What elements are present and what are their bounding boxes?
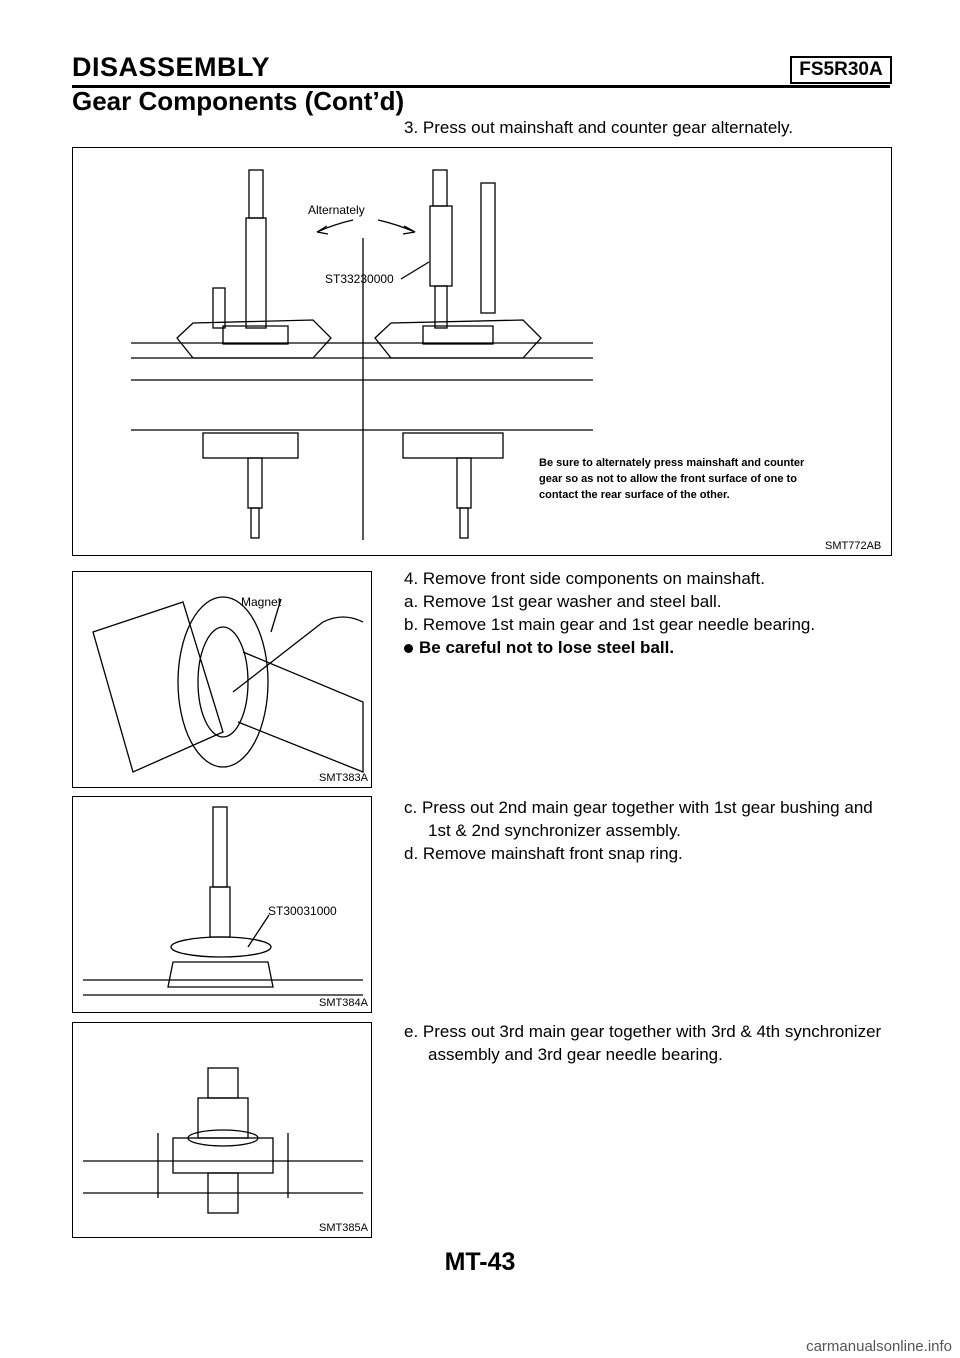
alternately-callout: Alternately [308,203,365,217]
step-e-line-1b: assembly and 3rd gear needle bearing. [428,1045,723,1064]
step-4-line-2: a. Remove 1st gear washer and steel ball. [404,592,722,611]
step-c-block [404,796,894,865]
note-line-3: contact the rear surface of the other. [539,489,730,501]
third-gear-illustration [73,1023,371,1237]
step-e-line-1: e. Press out 3rd main gear together with 3rd & 4th synchronizer [404,1022,882,1041]
magnet-callout: Magnet [241,595,282,609]
figure-label: SMT383A [319,772,368,784]
step-e-block [404,1020,894,1066]
tool-callout: ST33230000 [325,272,394,286]
watermark: carmanualsonline.info [806,1338,952,1355]
note-line-1: Be sure to alternately press mainshaft and counter [539,457,805,469]
section-subtitle: Gear Components (Cont’d) [72,86,405,116]
figure-3rd-gear-press [72,1022,372,1238]
step-d-line: d. Remove mainshaft front snap ring. [404,844,683,863]
figure-label: SMT772AB [825,540,882,552]
tool-callout: ST30031000 [268,904,337,918]
figure-label: SMT385A [319,1222,368,1234]
figure-press-alternately [72,147,892,556]
page-number: MT-43 [444,1248,516,1276]
step-4-block [404,567,894,659]
caution-text: Be careful not to lose steel ball. [419,638,675,657]
press-illustration [73,148,891,555]
step-4-line-3: b. Remove 1st main gear and 1st gear needle bearing. [404,615,816,634]
figure-synchronizer-press [72,796,372,1013]
step-4-line-1: 4. Remove front side components on mainshaft. [404,569,765,588]
synchronizer-illustration [73,797,371,1012]
figure-label: SMT384A [319,997,368,1009]
section-title: DISASSEMBLY [72,52,271,82]
bullet-icon [404,644,413,653]
figure-magnet [72,571,372,788]
magnet-illustration [73,572,371,787]
step-c-line-1b: 1st & 2nd synchronizer assembly. [428,821,681,840]
note-line-2: gear so as not to allow the front surface of one to [539,473,797,485]
model-code-badge: FS5R30A [790,56,892,84]
step-3-text: 3. Press out mainshaft and counter gear alternately. [404,118,794,137]
step-c-line-1: c. Press out 2nd main gear together with 1st gear bushing and [404,798,873,817]
step-4-caution [404,636,894,659]
